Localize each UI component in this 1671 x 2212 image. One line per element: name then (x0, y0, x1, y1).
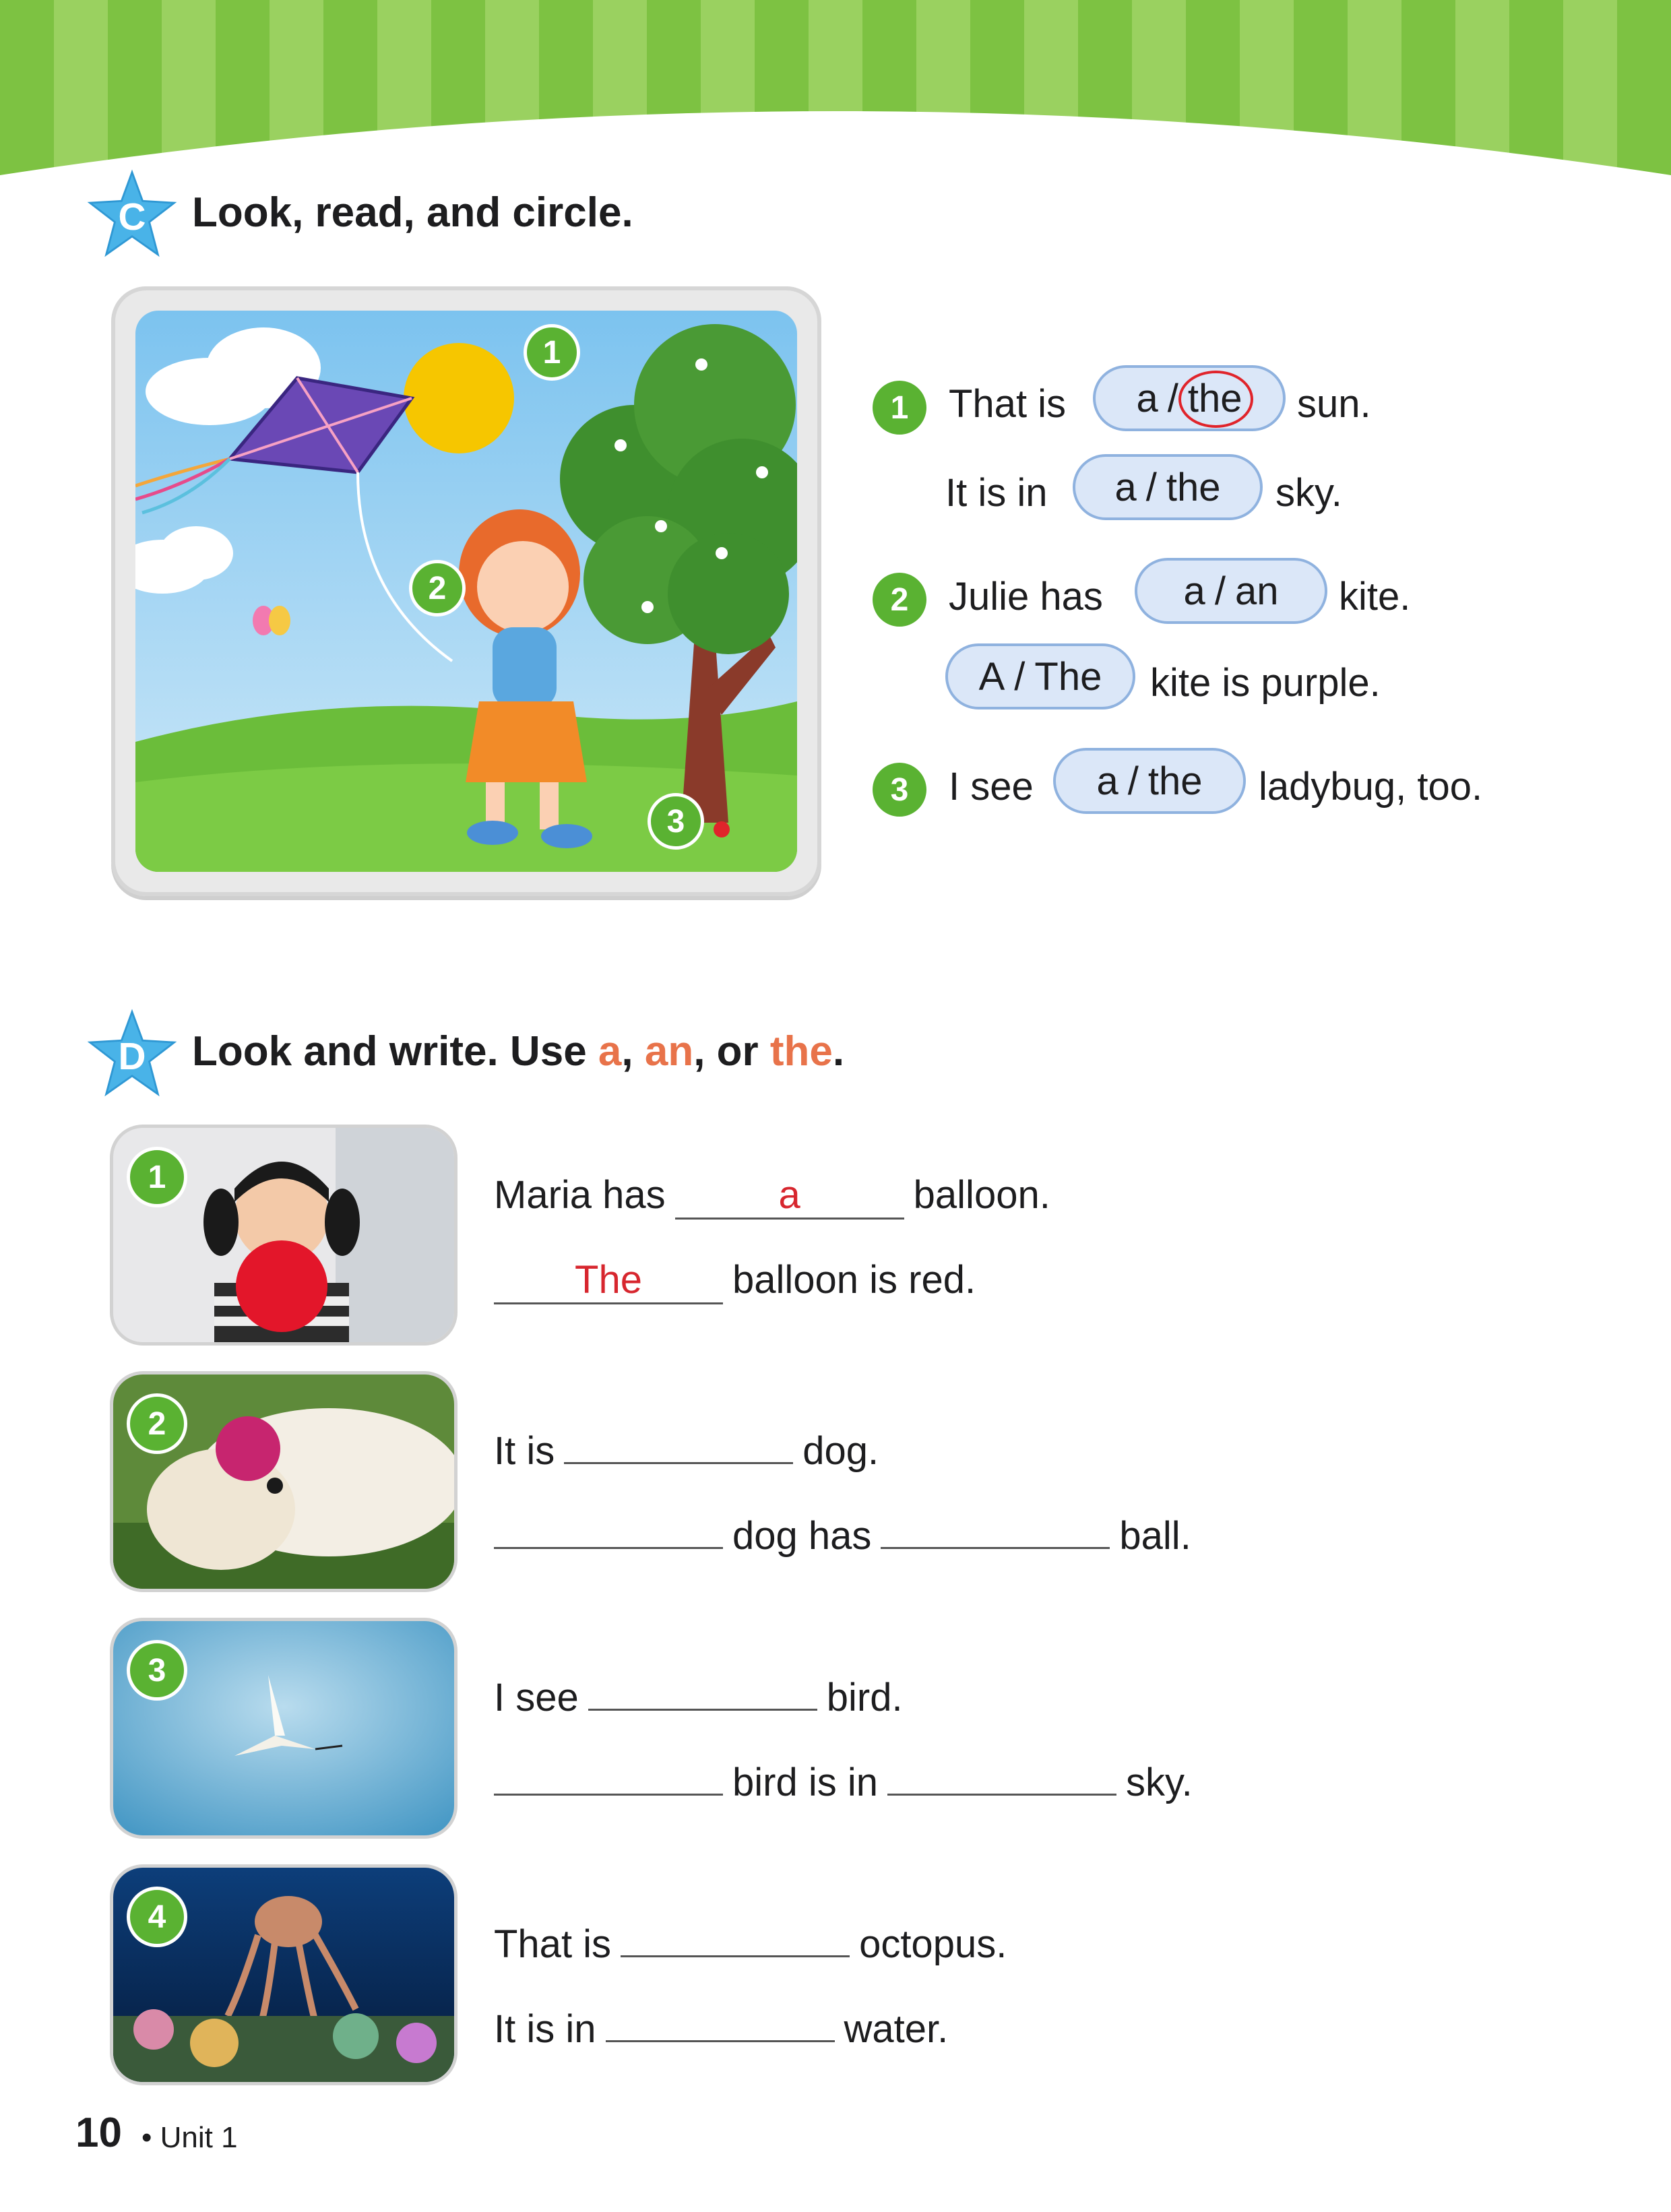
d-item-4-number: 4 (127, 1887, 187, 1947)
blank-input[interactable] (887, 1749, 1116, 1796)
c-item-1-line-1-before: That is (949, 382, 1067, 426)
d-item-1-number: 1 (127, 1147, 187, 1207)
c-item-2-line-1-after: kite. (1339, 575, 1411, 619)
word-the: the (769, 1028, 833, 1075)
section-d-title: Look and write. Use a, an, or the. (192, 1028, 845, 1075)
star-badge-d (84, 1008, 180, 1104)
d-item-2-number: 2 (127, 1393, 187, 1454)
d-item-3-line-2: bird is in sky. (484, 1749, 1193, 1805)
blank-input[interactable] (564, 1418, 793, 1464)
scene-badge-2: 2 (409, 560, 466, 617)
c-item-1-line-1-after: sun. (1297, 382, 1371, 426)
d-item-4-line-2: It is in water. (494, 1996, 948, 2052)
blank-input[interactable] (588, 1664, 817, 1711)
blank-input[interactable]: The (494, 1258, 723, 1304)
d-item-1-line-1: Maria has a balloon. (494, 1172, 1050, 1220)
c-item-1-line-1-choice[interactable]: a / the (1093, 365, 1286, 431)
top-banner (0, 0, 1671, 182)
choice-the-circled[interactable]: the (1187, 376, 1242, 420)
choice-a[interactable]: a (1114, 465, 1137, 509)
word-a: a (598, 1028, 622, 1075)
c-item-2-line-2-choice[interactable]: A / The (945, 643, 1135, 709)
choice-the[interactable]: the (1166, 465, 1221, 509)
section-d-letter: D (118, 1035, 146, 1078)
c-item-3-line-1-after: ladybug, too. (1259, 765, 1483, 809)
choice-a[interactable]: a (1096, 759, 1118, 803)
d-item-3-line-1: I see bird. (494, 1664, 903, 1720)
choice-The[interactable]: The (1034, 654, 1102, 699)
d-item-1-line-2: The balloon is red. (484, 1257, 976, 1304)
blank-input[interactable] (881, 1503, 1110, 1549)
d-item-2-line-1: It is dog. (494, 1418, 879, 1474)
park-scene-image (135, 311, 797, 872)
section-c-letter: C (118, 195, 146, 239)
c-item-3-number: 3 (873, 763, 926, 817)
c-item-1-line-2-after: sky. (1275, 471, 1342, 515)
choice-an[interactable]: an (1234, 569, 1279, 613)
blank-input[interactable] (606, 1996, 835, 2042)
scene-illustration (135, 311, 797, 872)
choice-a[interactable]: a (1183, 569, 1205, 613)
d-item-3-number: 3 (127, 1640, 187, 1701)
c-item-2-line-2-after: kite is purple. (1150, 661, 1381, 705)
blank-input[interactable] (621, 1911, 850, 1957)
choice-A[interactable]: A (978, 654, 1005, 699)
word-an: an (644, 1028, 694, 1075)
blank-input[interactable] (494, 1503, 723, 1549)
c-item-2-line-1-before: Julie has (949, 575, 1103, 619)
c-item-1-number: 1 (873, 381, 926, 435)
d-item-4-line-1: That is octopus. (494, 1911, 1007, 1967)
choice-a[interactable]: a (1136, 376, 1158, 420)
section-c-title: Look, read, and circle. (192, 189, 633, 236)
c-item-1-line-2-choice[interactable]: a / the (1073, 454, 1263, 520)
scene-badge-1: 1 (524, 324, 580, 381)
scene-illustration-frame (111, 286, 821, 896)
c-item-3-line-1-before: I see (949, 765, 1034, 809)
page-number: 10 (75, 2110, 122, 2156)
blank-input[interactable]: a (675, 1173, 904, 1220)
choice-the[interactable]: the (1147, 759, 1203, 803)
c-item-2-number: 2 (873, 573, 926, 627)
star-badge-c (84, 168, 180, 264)
c-item-3-line-1-choice[interactable]: a / the (1053, 748, 1246, 814)
c-item-1-line-2-before: It is in (945, 471, 1048, 515)
c-item-2-line-1-choice[interactable]: a / an (1135, 558, 1327, 624)
scene-badge-3: 3 (648, 793, 704, 850)
unit-label: • Unit 1 (141, 2121, 238, 2154)
blank-input[interactable] (494, 1749, 723, 1796)
d-item-2-line-2: dog has ball. (484, 1503, 1191, 1558)
